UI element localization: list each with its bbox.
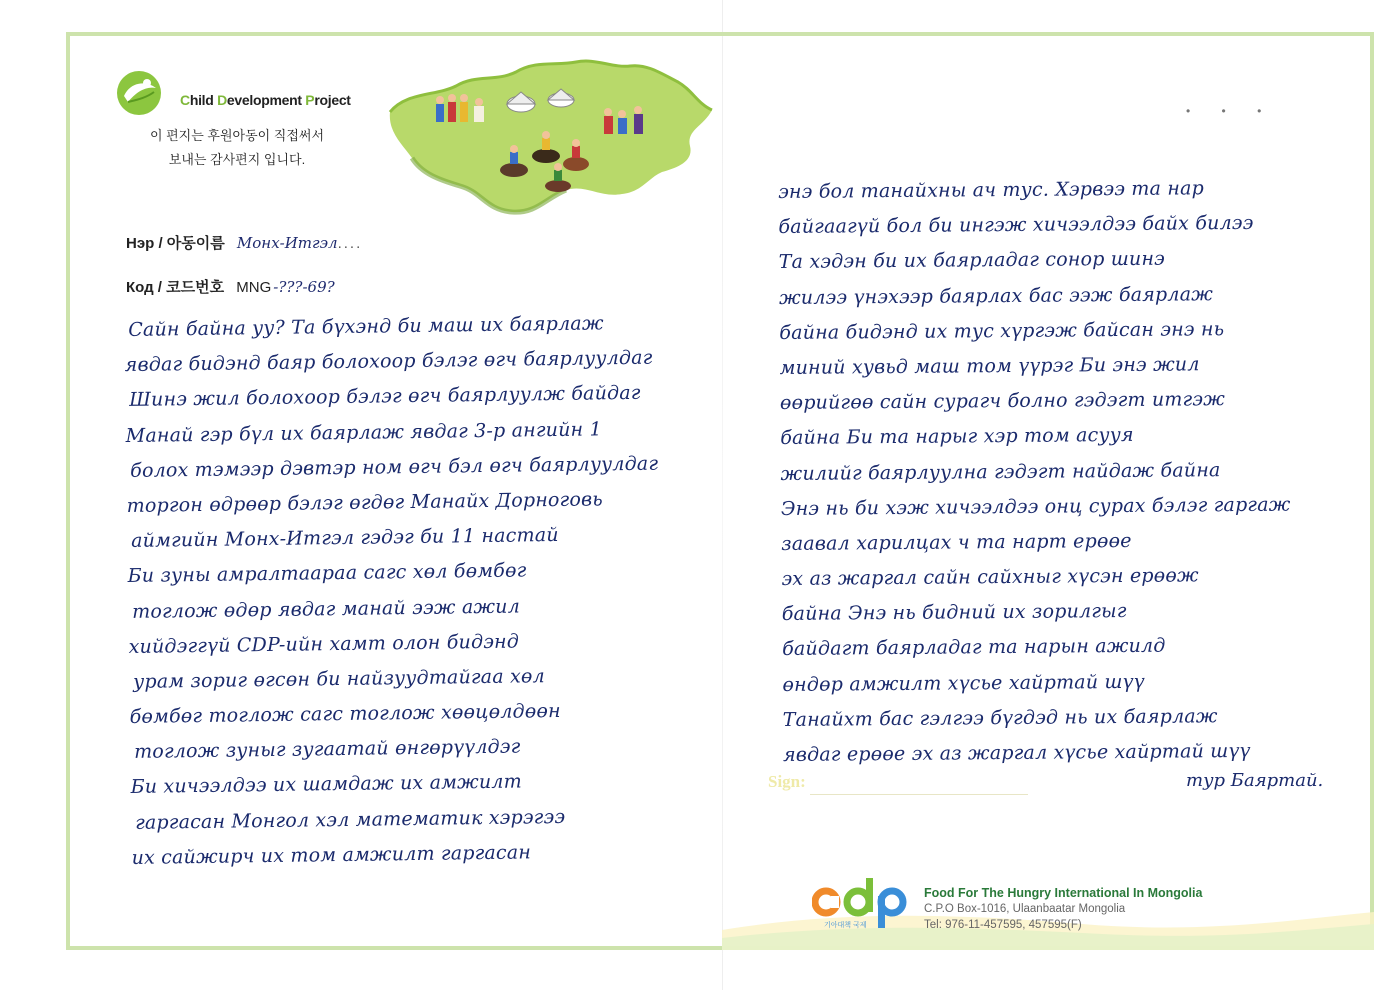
letter-line: тоглож зуныг зугаатай өнгөрүүлдэг — [133, 735, 521, 764]
sign-label: Sign: — [768, 772, 806, 791]
cdp-subtitle: 기아대책 국제 — [824, 922, 867, 929]
letter-line: Сайн байна уу? Та бүхэнд би маш их баярлаж — [128, 312, 604, 341]
code-prefix: MNG — [236, 279, 272, 296]
organization-phone: Tel: 976-11-457595, 457595(F) — [924, 919, 1082, 931]
letter-line: хийдэггүй CDP-ийн хамт олон бидэнд — [128, 630, 520, 658]
p-initial: P — [305, 92, 315, 108]
letter-line: миний хувьд маш том үүрэг Би энэ жил — [779, 353, 1200, 379]
letter-line: урам зориг өгсөн би найзуудтайгаа хөл — [132, 665, 546, 693]
korean-note-line1: 이 편지는 후원아동이 직접써서 — [149, 128, 325, 143]
letter-line: Танайхт бас гэлгээ бүгдэд нь их баярлаж — [782, 704, 1218, 731]
name-value: Монх-Итгэл — [236, 234, 338, 252]
letter-line: өндөр амжилт хүсье хайртай шүү — [782, 670, 1145, 696]
decorative-dots: • • • — [1186, 104, 1276, 118]
letter-line: эх аз жаргал сайн сайхныг хүсэн ерөөж — [781, 564, 1199, 591]
letter-line: Шинэ жил болохоор бэлэг өгч баярлуулж байдаг — [129, 382, 641, 412]
letter-line: байна бидэнд их тус хүргэж байсан энэ нь — [779, 317, 1225, 344]
d-rest: evelopment — [226, 92, 306, 108]
letter-line: байна Энэ нь бидний их зорилгыг — [781, 600, 1127, 626]
c-rest: hild — [189, 92, 218, 108]
letter-line: жилээ үнэхээр баярлах бас ээж баярлаж — [778, 282, 1214, 309]
letter-line: Би зуны амралтаараа сагс хөл бөмбөг — [127, 559, 527, 588]
signature: тур Баяртай. — [1186, 770, 1324, 791]
letter-line: байдагт баярладаг та нарын ажилд — [782, 635, 1166, 661]
letter-line: заавал харилцах ч та нарт ерөөе — [781, 529, 1132, 555]
name-dots: .... — [337, 235, 363, 252]
letter-line: бөмбөг тоглож сагс тоглож хөөцөлдөөн — [129, 700, 561, 729]
korean-note-line2: 보내는 감사편지 입니다. — [168, 152, 306, 167]
d-initial: D — [217, 92, 227, 108]
letter-line: энэ бол танайхны ач тус. Хэрвээ та нар — [778, 177, 1205, 203]
letter-line: байгаагүй бол би ингэж хичээлдээ байх билээ — [778, 212, 1254, 239]
name-field — [126, 232, 362, 253]
letter-right-page — [778, 171, 1293, 774]
letter-line: байна Би та нарыг хэр том асууя — [780, 424, 1134, 450]
letter-line: Та хэдэн би их баярладаг сонор шинэ — [778, 248, 1166, 274]
letter-line: Манай гэр бүл их баярлаж явдаг 3-р ангийн 1 — [125, 417, 602, 447]
code-field — [126, 276, 335, 297]
letter-line: болох тэмээр дэвтэр ном өгч бэл өгч баярлуулдаг — [130, 452, 659, 482]
letter-line: өөрийгөө сайн сурагч болно гэдэгт итгэж — [779, 388, 1226, 415]
p-rest: roject — [314, 92, 351, 108]
organization-address: C.P.O Box-1016, Ulaanbaatar Mongolia — [924, 903, 1126, 915]
letter-line: гаргасан Монгол хэл математик хэрэгээ — [134, 805, 566, 834]
letter-line: тоглож өдөр явдаг манай ээж ажил — [132, 595, 521, 623]
letter-line: Энэ нь би хэж хичээлдээ онц сурах бэлэг гаргаж — [780, 493, 1291, 520]
code-value: -???-69? — [273, 278, 335, 296]
letter-left-page — [124, 306, 664, 876]
organization-name: Food For The Hungry International In Mongolia — [924, 886, 1203, 900]
mongolia-map-illustration-icon — [386, 52, 716, 222]
letter-line: аймгийн Монх-Итгэл гэдэг би 11 настай — [131, 524, 559, 553]
name-label: Нэр / 아동이름 — [126, 235, 225, 252]
c-initial: C — [180, 92, 190, 108]
letter-line: их сайжирч их том амжилт гаргасан — [131, 841, 532, 869]
sign-line — [810, 794, 1028, 795]
letter-line: Би хичээлдээ их шамдаж их амжилт — [130, 770, 523, 799]
korean-note — [132, 124, 342, 172]
letter-line: явдаг бидэнд баяр болохоор бэлэг өгч баярлуулдаг — [124, 346, 653, 377]
letter-line: явдаг ерөөе эх аз жаргал хүсье хайртай шүү — [782, 739, 1251, 766]
code-label: Код / 코드번호 — [126, 279, 225, 296]
project-title — [180, 92, 351, 108]
letter-line: жилийг баярлуулна гэдэгт найдаж байна — [780, 458, 1221, 485]
leaf-circle-logo-icon — [116, 70, 162, 116]
letter-line: торгон өдрөөр бэлэг өгдөг Манайх Дорноговь — [126, 488, 603, 517]
